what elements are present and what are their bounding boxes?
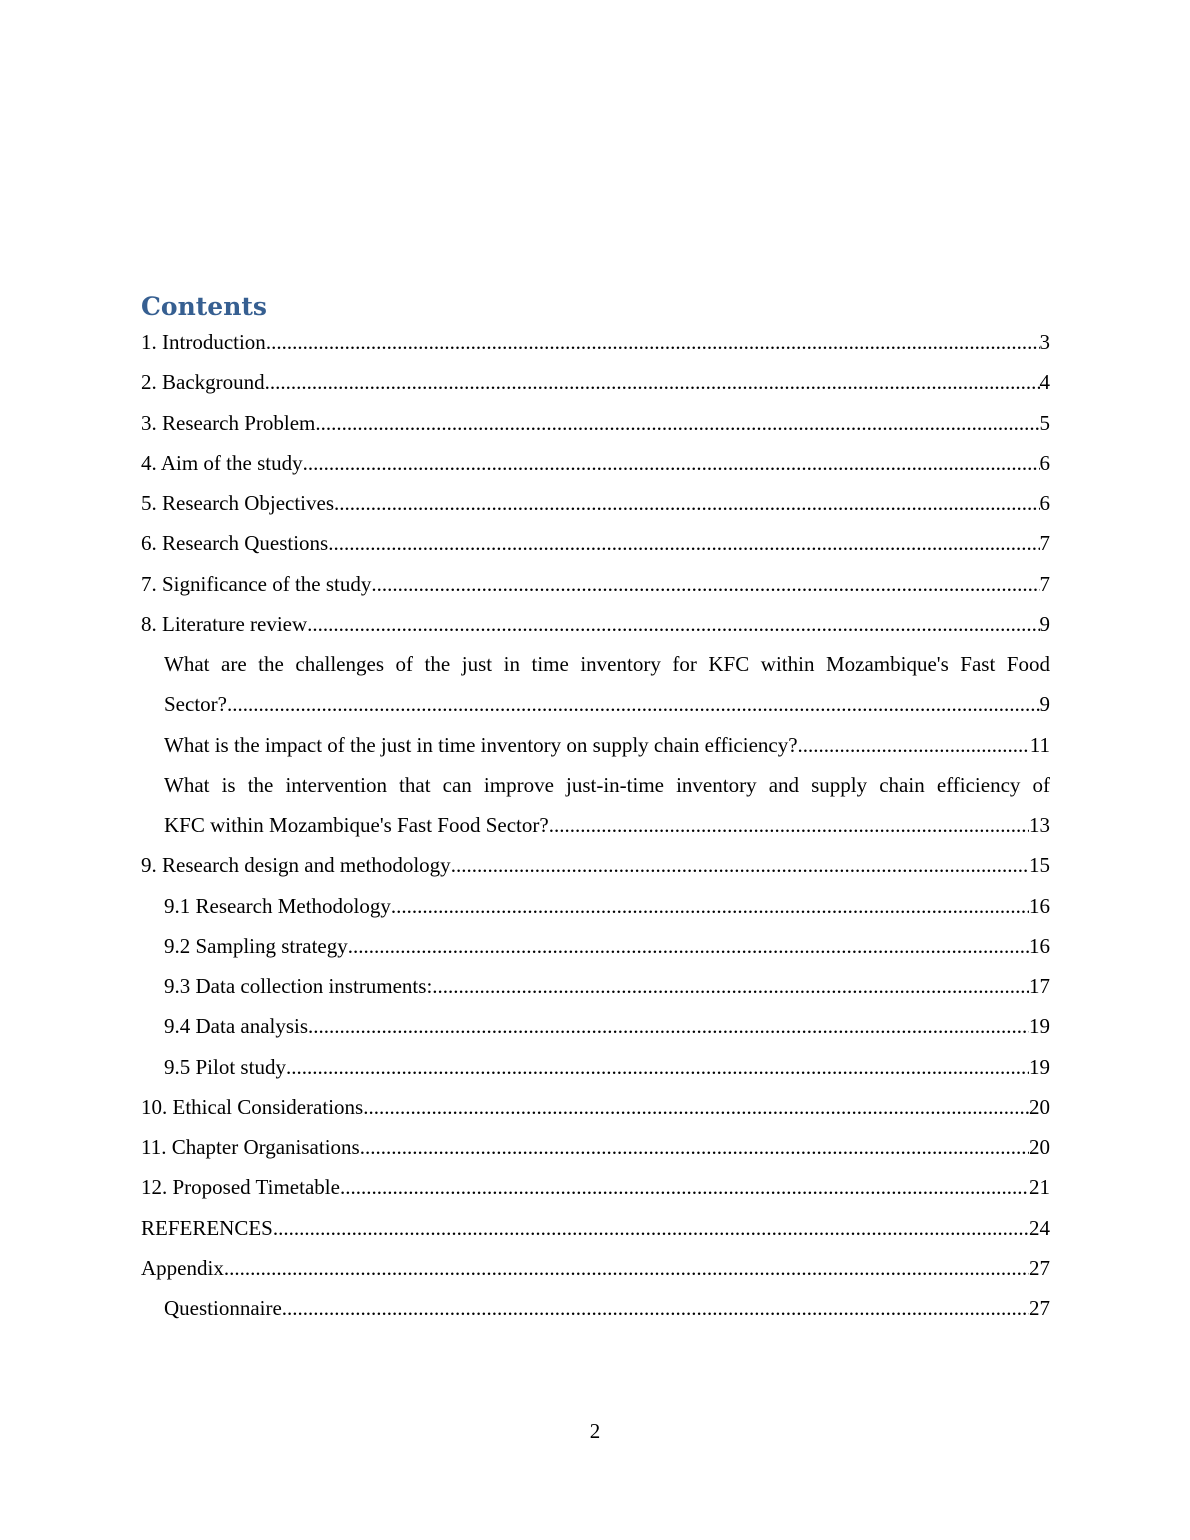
dot-leader	[391, 886, 1029, 926]
toc-entry-page: 19	[1029, 1014, 1050, 1039]
dot-leader	[265, 362, 1040, 402]
dot-leader	[371, 564, 1039, 604]
toc-entry-intervention[interactable]	[141, 765, 1050, 846]
toc-entry-label: 9.5 Pilot study	[164, 1054, 286, 1079]
dot-leader	[340, 1167, 1029, 1207]
page-number: 2	[589, 1419, 601, 1443]
toc-entry-label: 3. Research Problem	[141, 410, 316, 435]
dot-leader	[432, 966, 1029, 1006]
dot-leader	[315, 403, 1039, 443]
dot-leader	[360, 1127, 1029, 1167]
dot-leader	[328, 523, 1039, 563]
toc-entry-label: 10. Ethical Considerations	[141, 1094, 364, 1119]
toc-entry-data-analysis[interactable]	[141, 1006, 1050, 1046]
dot-leader	[266, 322, 1040, 362]
table-of-contents	[141, 322, 1050, 1328]
toc-entry-label: 9. Research design and methodology	[141, 853, 451, 878]
toc-entry-label-line2: KFC within Mozambique's Fast Food Sector?	[164, 813, 549, 837]
toc-entry-page: 17	[1029, 974, 1050, 998]
toc-entry-page: 7	[1039, 571, 1050, 596]
toc-entry-page: 13	[1029, 813, 1050, 837]
toc-entry-challenges-jit[interactable]	[141, 644, 1050, 725]
toc-entry-page: 9	[1039, 692, 1050, 717]
toc-entry-page: 9	[1039, 611, 1050, 636]
toc-entry-label: REFERENCES	[141, 1215, 273, 1240]
dot-leader	[348, 926, 1029, 966]
toc-entry-research-methodology[interactable]	[141, 886, 1050, 926]
toc-entry-label: Questionnaire	[164, 1296, 282, 1320]
toc-entry-label: 2. Background	[141, 370, 265, 395]
dot-leader	[224, 1248, 1029, 1288]
toc-entry-line2	[164, 684, 1050, 724]
toc-entry-label: 11. Chapter Organisations	[141, 1135, 360, 1159]
toc-entry-appendix[interactable]	[141, 1248, 1050, 1288]
toc-entry-label: 7. Significance of the study	[141, 571, 372, 596]
toc-entry-aim-of-study[interactable]	[141, 443, 1050, 483]
toc-entry-label: 4. Aim of the study	[141, 450, 303, 475]
toc-entry-page: 11	[1029, 732, 1050, 757]
dot-leader	[307, 604, 1039, 644]
toc-entry-impact-jit[interactable]	[141, 725, 1050, 765]
toc-entry-page: 6	[1039, 450, 1050, 475]
toc-entry-label: 8. Literature review	[141, 611, 308, 636]
dot-leader	[273, 1208, 1029, 1248]
dot-leader	[451, 845, 1029, 885]
toc-entry-pilot-study[interactable]	[141, 1047, 1050, 1087]
toc-entry-page: 5	[1039, 410, 1050, 435]
toc-entry-page: 15	[1029, 853, 1050, 878]
toc-entry-page: 24	[1029, 1215, 1050, 1240]
toc-entry-research-questions[interactable]	[141, 523, 1050, 563]
toc-entry-page: 21	[1029, 1175, 1050, 1200]
toc-entry-page: 3	[1039, 330, 1050, 354]
toc-entry-label: 1. Introduction	[141, 330, 266, 354]
toc-entry-page: 20	[1029, 1135, 1050, 1159]
toc-entry-page: 20	[1029, 1094, 1050, 1119]
dot-leader	[286, 1047, 1029, 1087]
dot-leader	[363, 1087, 1029, 1127]
toc-entry-research-problem[interactable]	[141, 403, 1050, 443]
dot-leader	[798, 725, 1030, 765]
toc-entry-research-objectives[interactable]	[141, 483, 1050, 523]
toc-entry-references[interactable]	[141, 1208, 1050, 1248]
toc-entry-page: 27	[1029, 1296, 1050, 1320]
toc-entry-label-line2: Sector?	[164, 692, 227, 717]
toc-entry-page: 7	[1039, 531, 1050, 556]
toc-entry-research-design[interactable]	[141, 845, 1050, 885]
toc-entry-label: 12. Proposed Timetable	[141, 1175, 340, 1200]
toc-entry-sampling-strategy[interactable]	[141, 926, 1050, 966]
dot-leader	[227, 684, 1040, 724]
toc-entry-label: Appendix	[141, 1255, 224, 1280]
toc-entry-questionnaire[interactable]	[141, 1288, 1050, 1328]
dot-leader	[334, 483, 1039, 523]
toc-entry-introduction[interactable]	[141, 322, 1050, 362]
toc-entry-page: 4	[1039, 370, 1050, 395]
toc-entry-literature-review[interactable]	[141, 604, 1050, 644]
dot-leader	[282, 1288, 1029, 1328]
toc-entry-data-collection[interactable]	[141, 966, 1050, 1006]
toc-entry-chapter-organisations[interactable]	[141, 1127, 1050, 1167]
toc-entry-background[interactable]	[141, 362, 1050, 402]
toc-entry-label: 9.1 Research Methodology	[164, 893, 391, 918]
toc-entry-page: 16	[1029, 893, 1050, 918]
toc-entry-label: 9.3 Data collection instruments:	[164, 974, 433, 998]
toc-entry-page: 27	[1029, 1255, 1050, 1280]
toc-entry-line2	[164, 805, 1050, 845]
toc-entry-label: 6. Research Questions	[141, 531, 329, 556]
toc-entry-ethical-considerations[interactable]	[141, 1087, 1050, 1127]
toc-entry-label: 9.2 Sampling strategy	[164, 933, 348, 958]
dot-leader	[303, 443, 1040, 483]
contents-heading: Contents	[141, 292, 268, 321]
toc-entry-significance[interactable]	[141, 564, 1050, 604]
toc-entry-label-line1: What are the challenges of the just in time inventory for KFC within Mozambique's Fast Food	[164, 652, 1050, 676]
toc-entry-page: 6	[1039, 491, 1050, 515]
toc-entry-proposed-timetable[interactable]	[141, 1167, 1050, 1207]
toc-entry-label-line1: What is the intervention that can improve just-in-time inventory and supply chain efficiency of	[164, 772, 1050, 797]
dot-leader	[308, 1006, 1029, 1046]
toc-entry-page: 16	[1029, 933, 1050, 958]
toc-entry-label: 5. Research Objectives	[141, 491, 335, 515]
toc-entry-page: 19	[1029, 1054, 1050, 1079]
toc-entry-label: What is the impact of the just in time inventory on supply chain efficiency?	[164, 732, 798, 757]
dot-leader	[549, 805, 1029, 845]
toc-entry-label: 9.4 Data analysis	[164, 1014, 309, 1039]
